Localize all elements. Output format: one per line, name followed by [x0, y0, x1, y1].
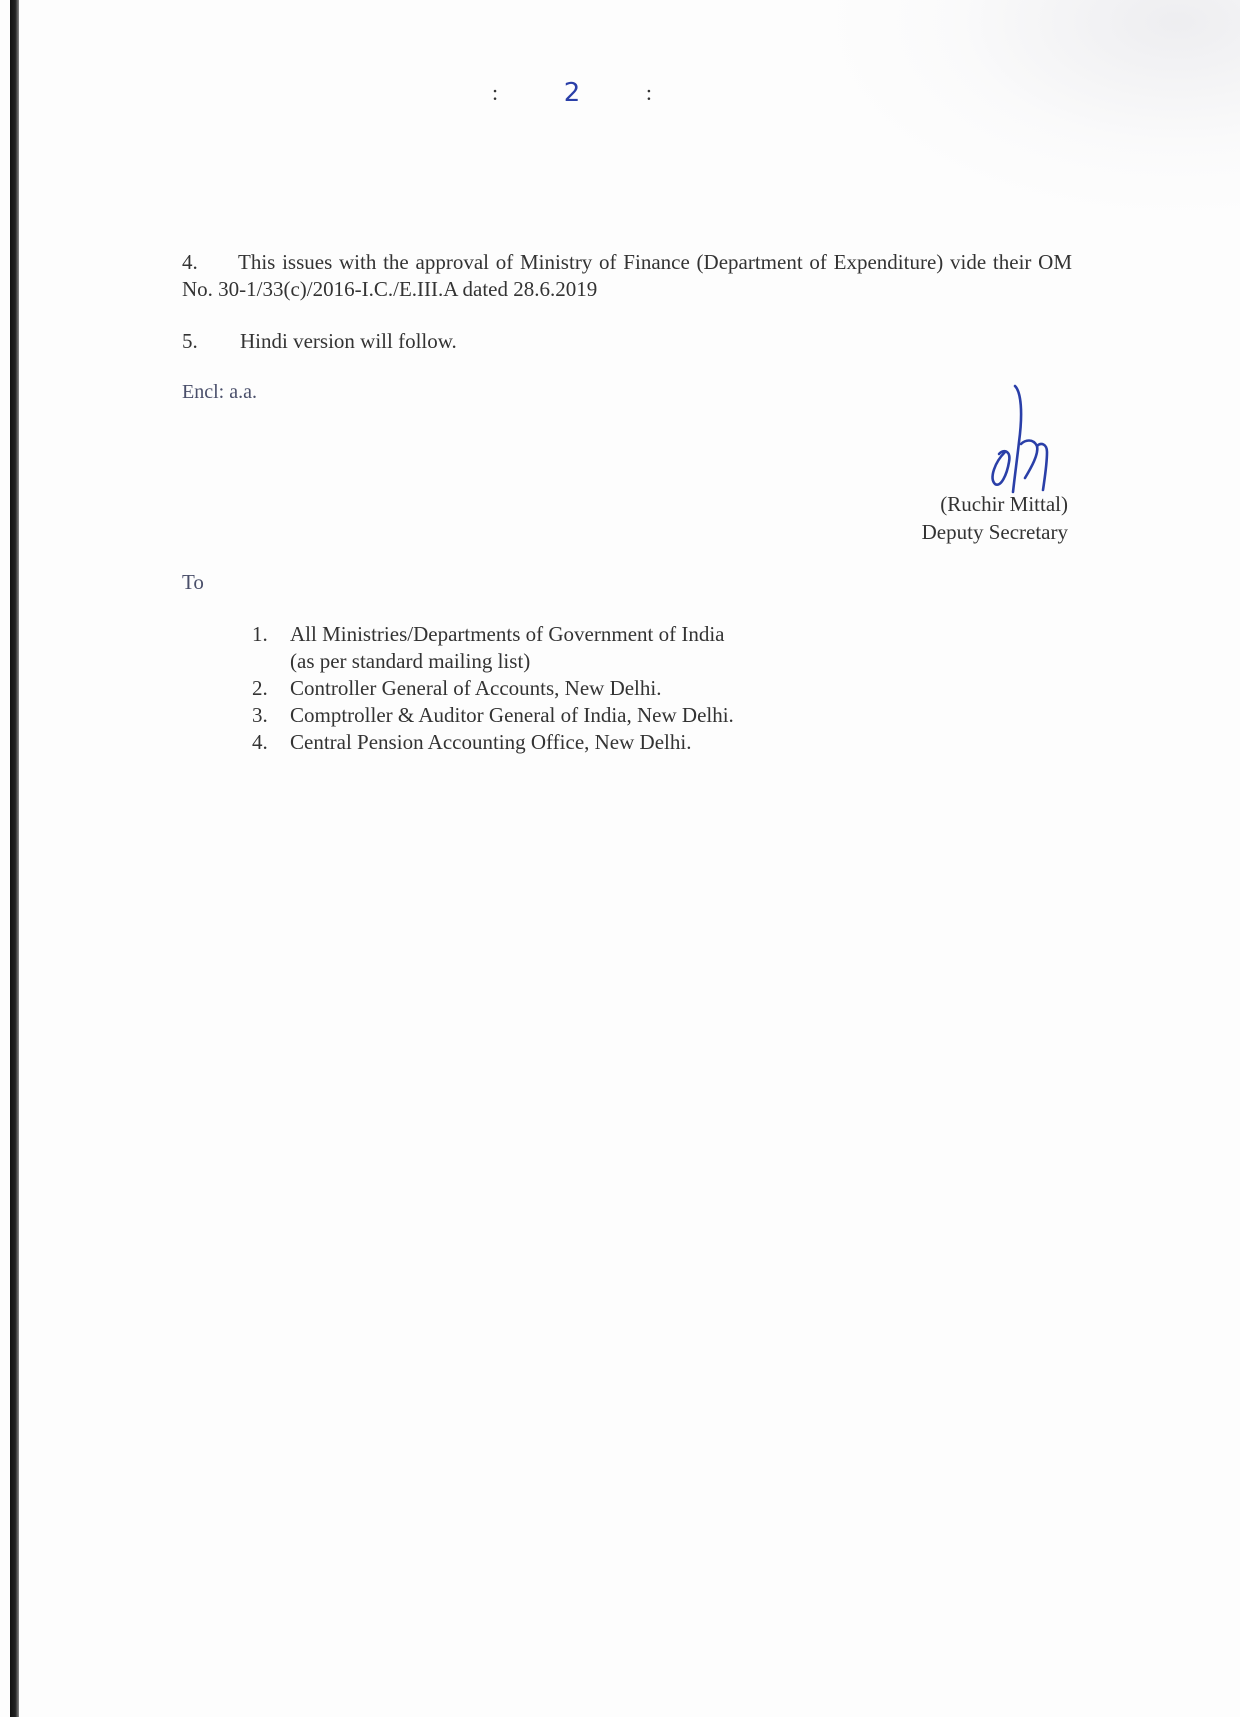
- page-number-value: 2: [563, 78, 581, 108]
- list-item: [252, 702, 952, 729]
- list-item-number: 2.: [252, 676, 268, 700]
- page-number-right-mark: :: [645, 80, 652, 105]
- paragraph-number: 5.: [182, 329, 198, 353]
- signatory-name: (Ruchir Mittal): [940, 492, 1068, 516]
- list-item: [252, 729, 952, 756]
- paragraph-5: [182, 328, 1072, 355]
- paragraph-text: Hindi version will follow.: [240, 329, 457, 353]
- list-item-text: Comptroller & Auditor General of India, New Delhi.: [290, 703, 734, 727]
- list-item-line: (as per standard mailing list): [290, 649, 531, 673]
- page-number-left-mark: :: [492, 80, 499, 105]
- list-item-text: [290, 621, 952, 675]
- list-item: [252, 675, 952, 702]
- handwritten-signature: [975, 382, 1055, 502]
- scan-edge-shadow: [10, 0, 19, 1717]
- paragraph-number: 4.: [182, 250, 198, 274]
- signatory-designation: Deputy Secretary: [921, 520, 1068, 544]
- list-item-text: Controller General of Accounts, New Delhi.: [290, 676, 662, 700]
- list-item: [252, 621, 952, 675]
- list-item-text: Central Pension Accounting Office, New Delhi.: [290, 730, 692, 754]
- addressee-heading: To: [182, 570, 204, 594]
- list-item-number: 1.: [252, 622, 268, 646]
- list-item-line: All Ministries/Departments of Government of India: [290, 622, 725, 646]
- paragraph-text: This issues with the approval of Ministry of Finance (Department of Expenditure) vide their OM No. 30-1/33(c)/2016-I.C./E.III.A dated 28.6.2019: [182, 250, 1072, 301]
- page-number: [492, 78, 652, 108]
- recipient-list: [252, 621, 952, 756]
- signature-block: [922, 490, 1068, 546]
- list-item-number: 3.: [252, 703, 268, 727]
- paragraph-4: [182, 249, 1072, 303]
- enclosure-note: Encl: a.a.: [182, 381, 257, 403]
- scan-smudge: [820, 0, 1240, 220]
- list-item-number: 4.: [252, 730, 268, 754]
